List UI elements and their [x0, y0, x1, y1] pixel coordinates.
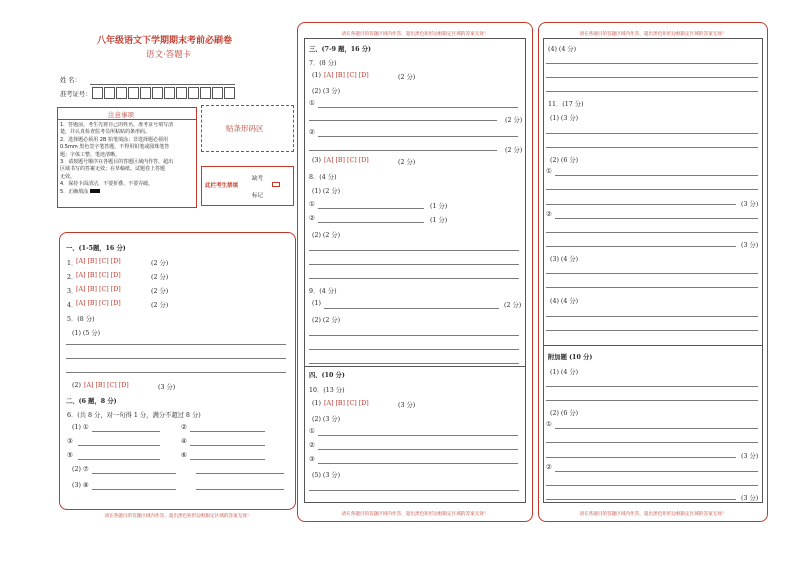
q7-2-score-a: (2 分) [505, 117, 523, 124]
answer-line[interactable] [555, 175, 758, 176]
sec4-title: 四、(10 分) [309, 372, 345, 379]
answer-line[interactable] [546, 189, 758, 190]
answer-line[interactable] [546, 287, 758, 288]
q6-r2b: ④ [181, 438, 187, 445]
sec3-title: 三、(7-9 题，16 分) [309, 46, 371, 53]
q8-1-score-a: (1 分) [430, 203, 448, 210]
q6-r2a: ③ [67, 438, 73, 445]
answer-line[interactable] [546, 316, 758, 317]
bonus-2-label: (2) (6 分) [550, 410, 579, 417]
q9-2-label: (2) (2 分) [312, 317, 341, 324]
id-label: 准考证号： [60, 91, 92, 98]
q10-label: 10．(13 分) [309, 387, 345, 394]
q9-1-label: (1) [312, 300, 321, 307]
answer-line[interactable] [92, 489, 176, 490]
answer-line[interactable] [546, 63, 758, 64]
notes-title: 注意事项 [108, 111, 134, 119]
bonus-2-score-b: (3 分) [741, 495, 759, 502]
q10-2-c3: ③ [309, 456, 315, 463]
answer-line[interactable] [309, 150, 497, 151]
col1-notice-bottom: 请在各题目的答题区域内作答，超出黑色矩形边框限定区域的答案无效！ [104, 514, 252, 519]
answer-line[interactable] [324, 308, 499, 309]
q6-r3a: ⑤ [67, 452, 73, 459]
answer-line[interactable] [546, 133, 758, 134]
q11-2-c1: ① [546, 168, 552, 175]
answer-line[interactable] [309, 335, 519, 336]
q5-1-label: (1) (5 分) [72, 330, 101, 337]
answer-line[interactable] [66, 358, 286, 359]
absent-mark-1: 缺考 [252, 176, 264, 182]
q8-2-label: (2) (2 分) [312, 232, 341, 239]
answer-line[interactable] [546, 442, 758, 443]
fill-sample [90, 189, 100, 193]
answer-line[interactable] [309, 264, 519, 265]
bonus-title: 附加题 (10 分) [548, 354, 593, 361]
answer-line[interactable] [546, 400, 758, 401]
answer-line[interactable] [318, 208, 424, 209]
q10-4-label: (5) (3 分) [312, 472, 341, 479]
answer-line[interactable] [78, 445, 160, 446]
q8-1-c1: ① [309, 201, 315, 208]
answer-line[interactable] [546, 246, 736, 247]
q10-2-c1: ① [309, 428, 315, 435]
q11-2-score-a: (3 分) [741, 201, 759, 208]
col3-notice-bottom: 请在各题目的答题区域内作答，超出黑色矩形边框限定区域的答案无效！ [579, 512, 727, 517]
q11-2-score-b: (3 分) [741, 242, 759, 249]
q11-2-c2: ② [546, 211, 552, 218]
answer-line[interactable] [190, 431, 265, 432]
q7-2-c2: ② [309, 129, 315, 136]
answer-line[interactable] [546, 485, 758, 486]
q6-r1a: (1) ① [72, 424, 89, 431]
absent-checkbox[interactable] [272, 182, 280, 187]
q11-3-label: (3) (4 分) [550, 256, 579, 263]
answer-line[interactable] [318, 435, 518, 436]
answer-line[interactable] [546, 147, 758, 148]
absent-mark-2: 标记 [252, 193, 264, 199]
q11-1-label: (1) (3 分) [550, 115, 579, 122]
answer-line[interactable] [309, 490, 519, 491]
answer-line[interactable] [546, 330, 758, 331]
q5-label: 5．(8 分) [67, 316, 95, 323]
q6-r5a: (3) ⑧ [72, 482, 89, 489]
bonus-1-label: (1) (4 分) [550, 369, 579, 376]
answer-line[interactable] [66, 344, 286, 345]
answer-line[interactable] [318, 449, 518, 450]
notes-list: 1．答题前，考生先将自己的姓名，准考证号填写清 楚，并认真检查监考员所粘贴的条形码。 2．选择题必须用 2B 铅笔填涂；非选择题必须用 0.5mm 黑色签字笔答题，不得用铅笔或圆珠笔答 题；字体工整、笔迹清晰。 3．请按题号顺序在各题目的答题区域内作答，超出 区域书写的答案无效；在草稿纸、试题卷上答题 无效。 4．保持卡面清洁，不要折叠、不要弄破。 5．正确填涂 [60, 122, 174, 195]
q10-2-label: (2) (3 分) [312, 416, 341, 423]
answer-line[interactable] [318, 463, 518, 464]
answer-line[interactable] [309, 278, 519, 279]
answer-line[interactable] [555, 471, 758, 472]
name-label: 姓 名： [60, 77, 81, 84]
q7-2-c1: ① [309, 100, 315, 107]
q-cont-label: (4) (4 分) [548, 46, 577, 53]
q11-2-label: (2) (6 分) [550, 157, 579, 164]
answer-line[interactable] [546, 77, 758, 78]
q8-1-score-b: (1 分) [430, 217, 448, 224]
answer-line[interactable] [546, 232, 758, 233]
answer-line[interactable] [92, 431, 160, 432]
absent-label: 此栏考生禁填 [205, 183, 239, 189]
q7-2-score-b: (2 分) [505, 147, 523, 154]
answer-line[interactable] [555, 428, 758, 429]
answer-line[interactable] [190, 459, 265, 460]
q10-2-c2: ② [309, 442, 315, 449]
q8-1-label: (1) (2 分) [312, 188, 341, 195]
exam-title: 八年级语文下学期期末考前必刷卷 [97, 36, 233, 46]
answer-line[interactable] [546, 386, 758, 387]
answer-line[interactable] [318, 107, 518, 108]
q7-label: 7．(8 分) [309, 60, 337, 67]
bonus-2-score-a: (3 分) [741, 453, 759, 460]
bonus-2-c2: ② [546, 464, 552, 471]
answer-line[interactable] [318, 222, 424, 223]
q8-1-c2: ② [309, 215, 315, 222]
bonus-2-c1: ① [546, 421, 552, 428]
name-input-line[interactable] [90, 84, 235, 85]
col2-notice-top: 请在各题目的答题区域内作答，超出黑色矩形边框限定区域的答案无效！ [341, 32, 489, 37]
answer-line[interactable] [92, 473, 176, 474]
col2-notice-bottom: 请在各题目的答题区域内作答，超出黑色矩形边框限定区域的答案无效！ [341, 512, 489, 517]
q6-r4a: (2) ⑦ [72, 466, 89, 473]
answer-line[interactable] [196, 489, 284, 490]
col3-notice-top: 请在各题目的答题区域内作答，超出黑色矩形边框限定区域的答案无效！ [579, 32, 727, 37]
q9-1-score: (2 分) [504, 302, 522, 309]
answer-line[interactable] [66, 372, 286, 373]
answer-line[interactable] [196, 473, 284, 474]
answer-line[interactable] [309, 120, 497, 121]
q6-r3b: ⑥ [181, 452, 187, 459]
answer-line[interactable] [190, 445, 265, 446]
q11-4-label: (4) (4 分) [550, 298, 579, 305]
q6-label: 6．(共 8 分，对一句得 1 分，满分不超过 8 分) [67, 412, 201, 419]
answer-line[interactable] [546, 91, 758, 92]
q9-label: 9．(4 分) [309, 288, 337, 295]
answer-line[interactable] [546, 457, 736, 458]
answer-line[interactable] [546, 273, 758, 274]
barcode-label: 贴条形码区 [226, 124, 264, 133]
answer-line[interactable] [318, 136, 518, 137]
answer-line[interactable] [555, 218, 758, 219]
sec1-title: 一、(1-5题，16 分) [66, 245, 126, 252]
q11-label: 11．(17 分) [548, 101, 584, 108]
answer-line[interactable] [309, 363, 519, 364]
q8-label: 8．(4 分) [309, 174, 337, 181]
answer-line[interactable] [546, 204, 736, 205]
answer-line[interactable] [309, 349, 519, 350]
card-subtitle: 语文·答题卡 [146, 50, 192, 60]
q7-2-label: (2) (3 分) [312, 88, 341, 95]
q6-r1b: ② [181, 424, 187, 431]
answer-line[interactable] [78, 459, 160, 460]
answer-line[interactable] [546, 499, 736, 500]
answer-line[interactable] [309, 250, 519, 251]
sec2-title: 二、(6 题，8 分) [66, 398, 117, 405]
